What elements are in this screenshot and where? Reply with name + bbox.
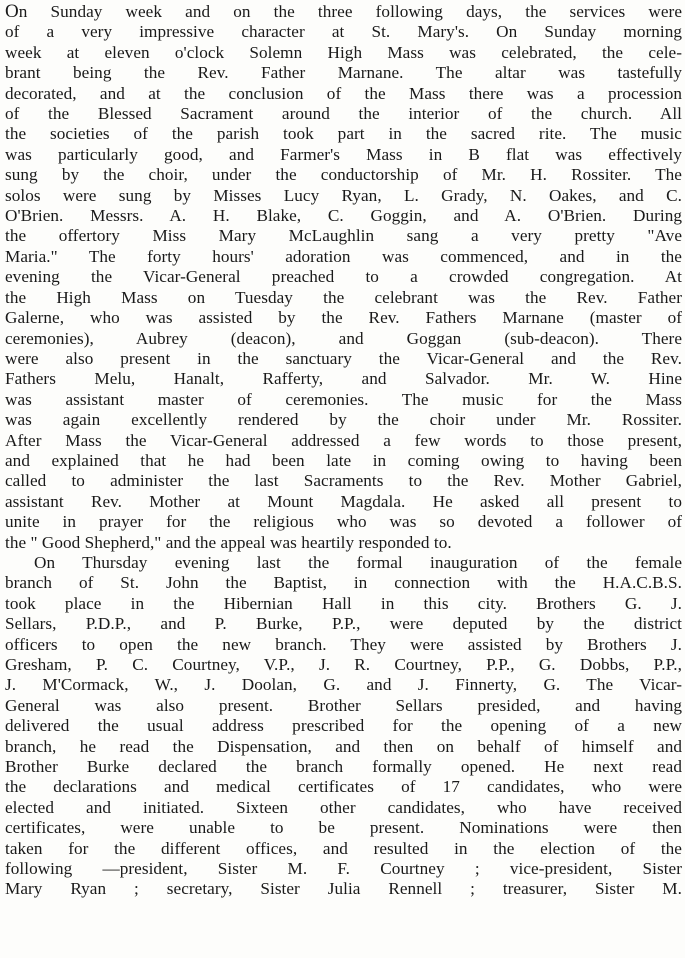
text-line: of the Blessed Sacrament around the interior of the church. All [5,104,682,124]
text-line: unite in prayer for the religious who was so devoted a follower of [5,512,682,532]
text-line: taken for the different offices, and resulted in the election of the [5,838,682,858]
text-line: Gresham, P. C. Courtney, V.P., J. R. Courtney, P.P., G. Dobbs, P.P., [5,655,682,674]
text-line: took place in the Hibernian Hall in this city. Brothers G. J. [5,593,682,613]
paragraph-services [0,2,685,553]
text-line: Mary Ryan ; secretary, Sister Julia Rennell ; treasurer, Sister M. [5,879,682,899]
text-line: the " Good Shepherd," and the appeal was heartily responded to. [5,532,452,552]
text-line: Maria." The forty hours' adoration was commenced, and in the [5,246,682,266]
text-line: General was also present. Brother Sellars presided, and having [5,695,682,715]
text-line: Galerne, who was assisted by the Rev. Fathers Marnane (master of [5,308,682,328]
article-body [0,2,685,900]
text-line: officers to open the new branch. They were assisted by Brothers J. [5,634,682,654]
text-line: were also present in the sanctuary the Vicar-General and the Rev. [5,348,682,368]
text-line: delivered the usual address prescribed for the opening of a new [5,716,682,736]
text-line: brant being the Rev. Father Marnane. The altar was tastefully [5,63,682,83]
text-line: week at eleven o'clock Solemn High Mass was celebrated, the cele- [5,42,682,62]
text-line: was particularly good, and Farmer's Mass in B flat was effectively [5,144,682,164]
text-line: Brother Burke declared the branch formally opened. He next read [5,757,682,777]
text-line: sung by the choir, under the conductorship of Mr. H. Rossiter. The [5,165,682,185]
text-line: O'Brien. Messrs. A. H. Blake, C. Goggin, and A. O'Brien. During [5,206,682,226]
text-line: was assistant master of ceremonies. The music for the Mass [5,389,682,409]
text-line: On Sunday week and on the three following days, the services were [5,2,682,22]
text-line: of a very impressive character at St. Mary's. On Sunday morning [5,22,682,42]
paragraph-hacbs-branch [0,553,685,900]
text-line: was again excellently rendered by the choir under Mr. Rossiter. [5,410,682,430]
text-line: After Mass the Vicar-General addressed a few words to those present, [5,430,682,450]
text-line: the High Mass on Tuesday the celebrant was the Rev. Father [5,287,682,307]
text-line: the declarations and medical certificates of 17 candidates, who were [5,777,682,797]
text-line: branch, he read the Dispensation, and then on behalf of himself and [5,736,682,756]
text-line: solos were sung by Misses Lucy Ryan, L. Grady, N. Oakes, and C. [5,185,682,205]
text-line: the societies of the parish took part in the sacred rite. The music [5,124,682,144]
text-line: called to administer the last Sacraments to the Rev. Mother Gabriel, [5,471,682,491]
text-line: J. M'Cormack, W., J. Doolan, G. and J. Finnerty, G. The Vicar- [5,675,682,695]
text-line: and explained that he had been late in coming owing to having been [5,450,682,470]
text-line: the offertory Miss Mary McLaughlin sang a very pretty "Ave [5,226,682,246]
text-line: branch of St. John the Baptist, in connection with the H.A.C.B.S. [5,573,682,593]
text-line: decorated, and at the conclusion of the Mass there was a procession [5,83,682,103]
text-line: assistant Rev. Mother at Mount Magdala. He asked all present to [5,491,682,511]
text-line: ceremonies), Aubrey (deacon), and Goggan (sub-deacon). There [5,328,682,348]
text-line: On Thursday evening last the formal inauguration of the female [34,552,682,572]
text-line: Fathers Melu, Hanalt, Rafferty, and Salvador. Mr. W. Hine [5,369,682,389]
text-line: Sellars, P.D.P., and P. Burke, P.P., were deputed by the district [5,614,682,634]
text-line: following —president, Sister M. F. Courtney ; vice-president, Sister [5,859,682,879]
text-line: certificates, were unable to be present. Nominations were then [5,818,682,838]
text-line: evening the Vicar-General preached to a crowded congregation. At [5,267,682,287]
text-line: elected and initiated. Sixteen other candidates, who have received [5,797,682,817]
